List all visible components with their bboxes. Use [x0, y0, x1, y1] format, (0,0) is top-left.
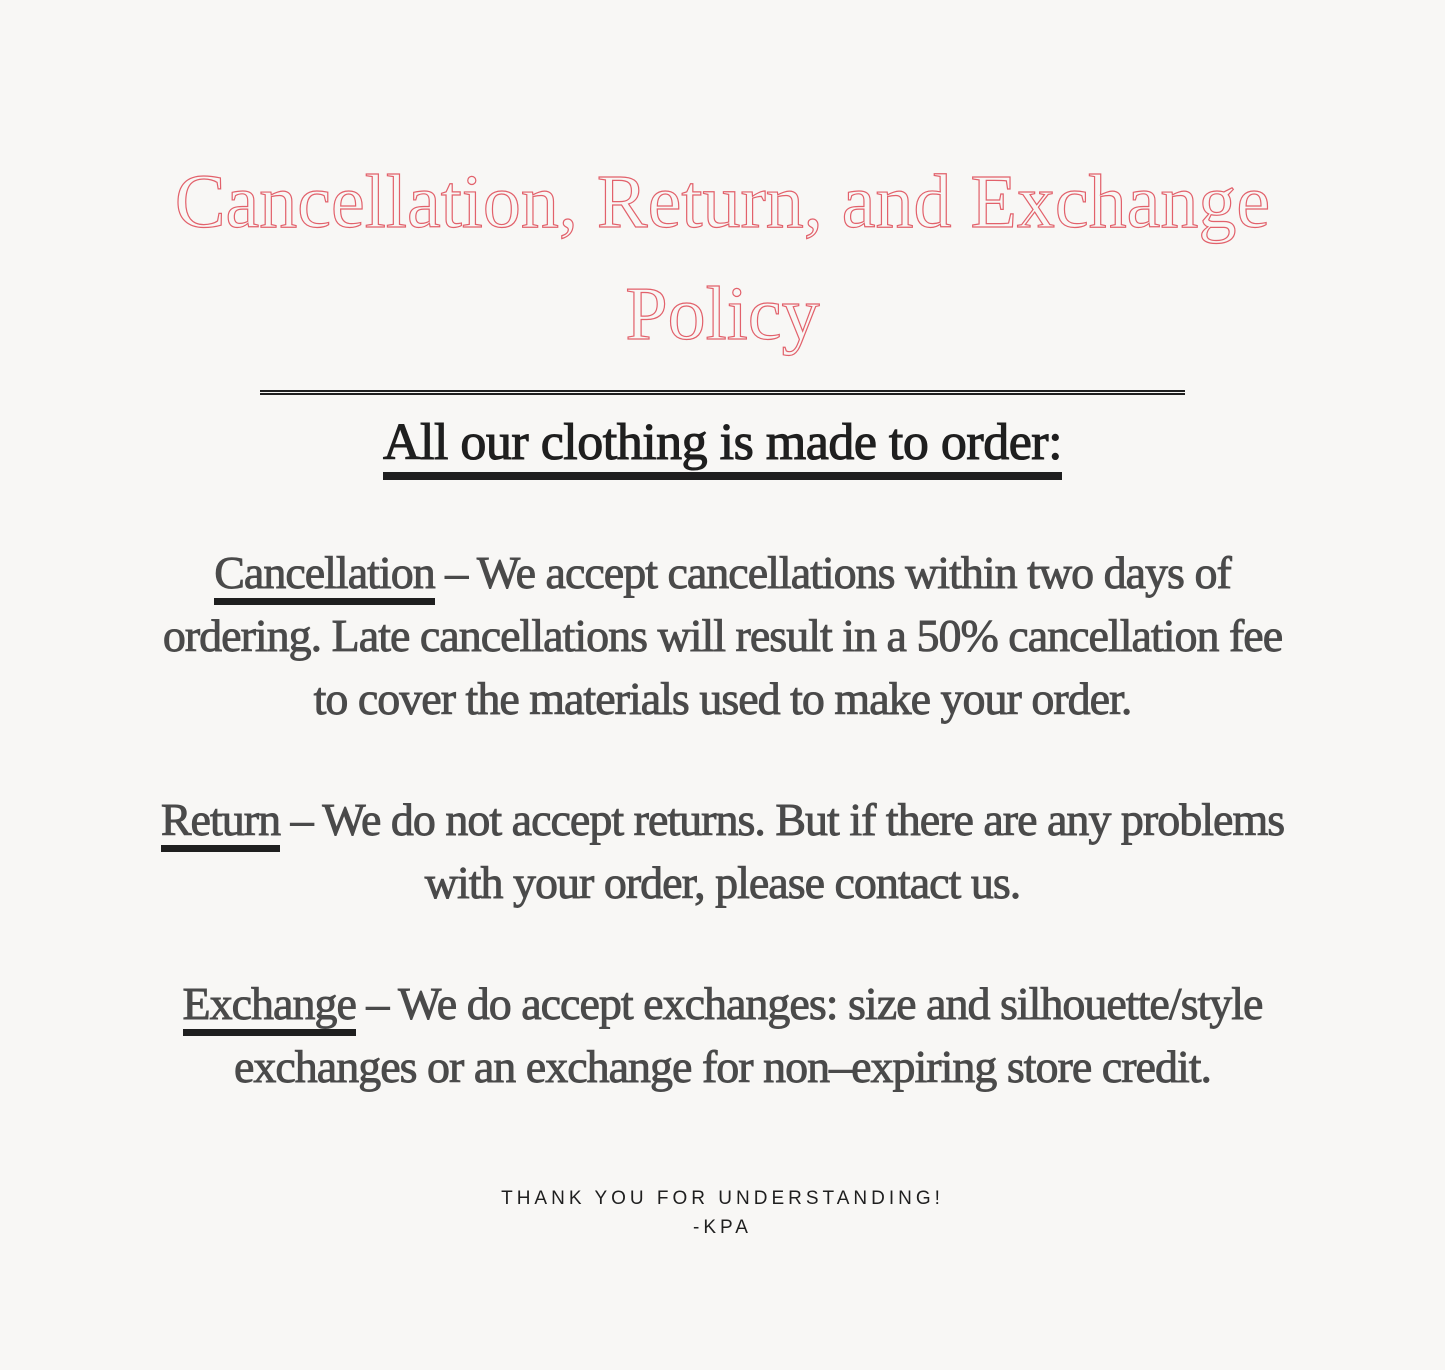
policy-lead-text: – We do not accept returns. But if there are any problems [290, 794, 1285, 845]
footer [0, 1184, 1445, 1242]
subtitle [0, 407, 1445, 479]
policy-term-exchange: Exchange [183, 978, 356, 1036]
policy-lead-text: – We accept cancellations within two days of [445, 547, 1231, 598]
page-title [0, 146, 1445, 370]
policy-line: to cover the materials used to make your order. [313, 673, 1132, 724]
footer-thanks: THANK YOU FOR UNDERSTANDING! [501, 1188, 944, 1209]
policy-line: with your order, please contact us. [424, 857, 1021, 908]
page-title-line-2: Policy [625, 272, 820, 356]
title-divider [260, 390, 1185, 395]
policy-lead-text: – We do accept exchanges: size and silhouette/style [366, 978, 1263, 1029]
policy-section-cancellation [0, 541, 1445, 730]
policy-line [0, 788, 1445, 851]
policy-term-cancellation: Cancellation [214, 547, 434, 605]
policy-line: ordering. Late cancellations will result in a 50% cancellation fee [162, 610, 1283, 661]
policy-line: exchanges or an exchange for non–expiring store credit. [233, 1041, 1212, 1092]
footer-signature: -KPA [693, 1217, 752, 1238]
policy-line [0, 972, 1445, 1035]
policy-section-exchange [0, 972, 1445, 1098]
policy-term-return: Return [161, 794, 280, 852]
subtitle-text: All our clothing is made to order: [383, 414, 1062, 480]
policy-section-return [0, 788, 1445, 914]
page-title-line-1: Cancellation, Return, and Exchange [174, 160, 1271, 244]
policy-line [0, 541, 1445, 604]
